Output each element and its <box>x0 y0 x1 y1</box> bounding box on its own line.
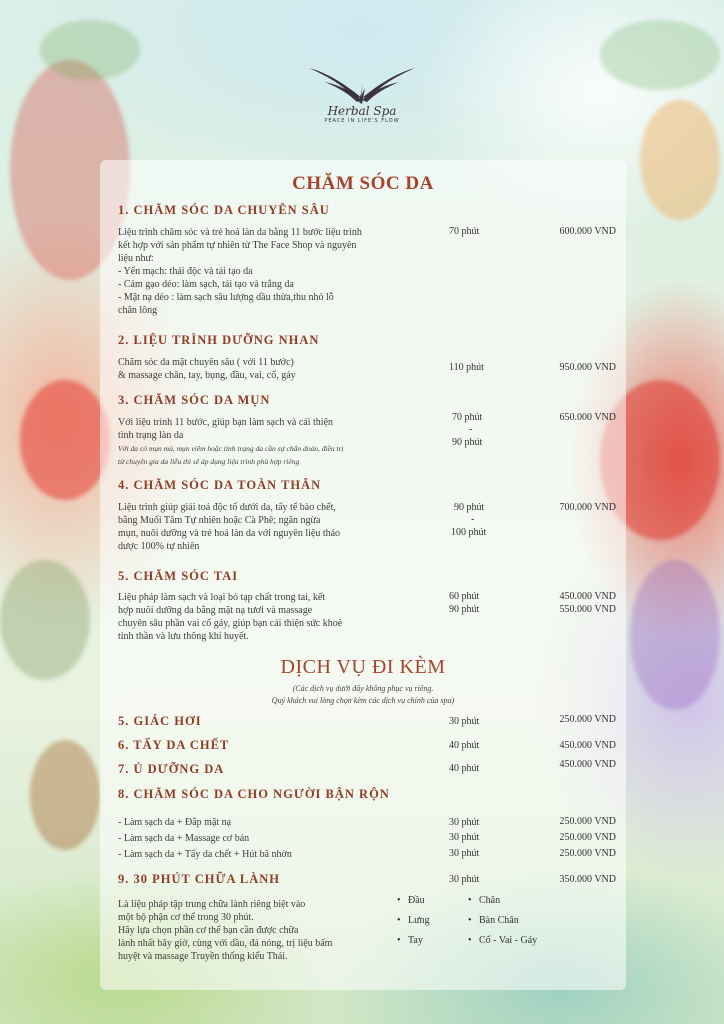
section-description <box>118 356 448 382</box>
section-heading: 3. CHĂM SÓC DA MỤN <box>118 393 271 407</box>
range-dash: - <box>471 514 475 525</box>
description-line: huyệt và massage Truyền thống kiểu Thái. <box>118 951 288 962</box>
description-line: chân lông <box>118 305 158 316</box>
price: 700.000 VND <box>559 502 616 513</box>
addon-heading: 8. CHĂM SÓC DA CHO NGƯỜI BẬN RỘN <box>118 787 390 801</box>
main-title: CHĂM SÓC DA <box>292 173 434 194</box>
duration: 90 phút <box>449 604 480 615</box>
addon-heading: 7. Ủ DƯỠNG DA <box>118 762 225 776</box>
price: 550.000 VND <box>559 604 616 615</box>
addon-heading: 6. TẨY DA CHẾT <box>118 738 230 752</box>
price: 250.000 VND <box>559 816 616 827</box>
spa-logo <box>300 62 424 124</box>
duration: 60 phút <box>449 591 480 602</box>
watercolor-figure-decoration <box>630 560 720 710</box>
duration: 40 phút <box>449 740 480 751</box>
duration-to: 90 phút <box>452 437 483 448</box>
section-description <box>118 416 448 468</box>
watercolor-foliage-decoration <box>600 20 720 90</box>
price: 350.000 VND <box>559 874 616 885</box>
duration-from: 90 phút <box>454 502 485 513</box>
description-line: liệu như: <box>118 253 154 264</box>
watercolor-foliage-decoration <box>0 560 90 680</box>
body-part-item: • Bàn Chân <box>468 915 519 926</box>
description-line: tinh thần và lưu thông khí huyết. <box>118 631 249 642</box>
body-part-item: • Tay <box>397 935 423 946</box>
duration: 30 phút <box>449 817 480 828</box>
body-part-item: • Đầu <box>397 895 425 906</box>
addon-title: DỊCH VỤ ĐI KÈM <box>280 656 446 678</box>
watercolor-figure-decoration <box>640 100 720 220</box>
logo-tagline: PEACE IN LIFE'S FLOW <box>324 118 400 124</box>
section-description <box>118 226 448 317</box>
addon-heading: 9. 30 PHÚT CHỮA LÀNH <box>118 872 281 886</box>
section-description <box>118 501 418 553</box>
description-line: Liệu trình giúp giải toả độc tố dưới da, tẩy tế bào chết, <box>118 502 336 513</box>
price: 650.000 VND <box>559 412 616 423</box>
duration: 30 phút <box>449 848 480 859</box>
busy-option-label: - Làm sạch da + Đắp mặt nạ <box>118 817 232 828</box>
description-line: Là liệu pháp tập trung chữa lành riêng biệt vào <box>118 899 306 910</box>
busy-option-label: - Làm sạch da + Massage cơ bản <box>118 833 250 844</box>
price: 450.000 VND <box>559 759 616 770</box>
section-heading: 5. CHĂM SÓC TAI <box>118 569 239 583</box>
description-line: tình trạng làn da <box>118 430 184 441</box>
addon-note: (Các dịch vụ dưới đây không phục vụ riêng. <box>292 684 434 693</box>
price: 600.000 VND <box>559 226 616 237</box>
section-heading: 4. CHĂM SÓC DA TOÀN THÂN <box>118 478 322 492</box>
price: 450.000 VND <box>559 740 616 751</box>
duration: 70 phút <box>449 226 480 237</box>
body-part-item: • Chân <box>468 895 501 906</box>
description-line: lành nhất bây giờ, cùng với dầu, đá nóng, trị liệu bấm <box>118 938 333 949</box>
description-line: Chăm sóc da mặt chuyên sâu ( với 11 bước) <box>118 357 294 368</box>
logo-name: Herbal Spa <box>327 104 397 118</box>
description-line: một bộ phận cơ thể trong 30 phút. <box>118 912 254 923</box>
duration: 30 phút <box>449 874 480 885</box>
addon-heading: 5. GIÁC HƠI <box>118 714 202 728</box>
description-line: Liệu trình chăm sóc và trẻ hoá làn da bằng 11 bước liệu trình <box>118 227 362 238</box>
description-line: - Yến mạch: thải độc và tái tạo da <box>118 266 253 277</box>
addon-note: Quý khách vui lòng chọn kèm các dịch vụ chính của spa) <box>271 696 455 705</box>
watercolor-figure-decoration <box>20 380 110 500</box>
duration: 110 phút <box>449 362 484 373</box>
duration: 30 phút <box>449 716 480 727</box>
body-part-item: • Cổ - Vai - Gáy <box>468 935 538 946</box>
price: 250.000 VND <box>559 848 616 859</box>
price: 950.000 VND <box>559 362 616 373</box>
price: 250.000 VND <box>559 832 616 843</box>
section-description <box>118 591 394 643</box>
section-heading: 2. LIỆU TRÌNH DƯỠNG NHAN <box>118 333 320 347</box>
description-line: chuyên sâu phần vai cổ gáy, giúp bạn cải thiện sức khoẻ <box>118 618 343 629</box>
price: 250.000 VND <box>559 714 616 725</box>
section-heading: 1. CHĂM SÓC DA CHUYÊN SÂU <box>118 203 330 217</box>
busy-option-label: - Làm sạch da + Tẩy da chết + Hút bã nhờn <box>118 849 292 860</box>
watercolor-basket-decoration <box>30 740 100 850</box>
description-line: - Mật nạ dẻo : làm sạch sâu lượng dầu thừa,thu nhỏ lỗ <box>118 292 334 303</box>
description-note: từ chuyên gia da liễu thì sẽ áp dụng liệu trình phù hợp riêng <box>118 457 300 466</box>
description-line: Liệu pháp làm sạch và loại bỏ tạp chất trong tai, kết <box>118 592 326 603</box>
description-line: Hãy lựa chọn phần cơ thể bạn cần được chữa <box>118 925 299 936</box>
duration-to: 100 phút <box>451 527 487 538</box>
healing-description <box>118 898 380 963</box>
duration-from: 70 phút <box>452 412 483 423</box>
description-line: mụn, nuôi dưỡng và trẻ hoá làn da với nguyên liệu thảo <box>118 528 341 539</box>
description-line: & massage chân, tay, bụng, đầu, vai, cổ, gáy <box>118 370 296 381</box>
range-dash: - <box>469 424 473 435</box>
watercolor-foliage-decoration <box>40 20 140 80</box>
duration: 30 phút <box>449 832 480 843</box>
description-line: - Cám gạo dẻo: làm sạch, tái tạo và trắng da <box>118 279 294 290</box>
price: 450.000 VND <box>559 591 616 602</box>
description-note: Với da có mụn mủ, mụn viêm hoặc tình trạng da cần sự chẩn đoán, điều trị <box>118 444 344 453</box>
description-line: hợp nuôi dưỡng da bằng mặt nạ tươi và massage <box>118 605 313 616</box>
description-line: bằng Muối Tâm Tự nhiên hoặc Cà Phê; ngăn ngừa <box>118 515 321 526</box>
wings-icon <box>307 62 417 106</box>
description-line: dược 100% tự nhiên <box>118 541 200 552</box>
body-part-item: • Lưng <box>397 915 430 926</box>
description-line: Với liệu trình 11 bước, giúp bạn làm sạch và cải thiện <box>118 417 334 428</box>
description-line: kết hợp với sản phẩm tự nhiên từ The Face Shop và nguyên <box>118 240 357 251</box>
duration: 40 phút <box>449 763 480 774</box>
